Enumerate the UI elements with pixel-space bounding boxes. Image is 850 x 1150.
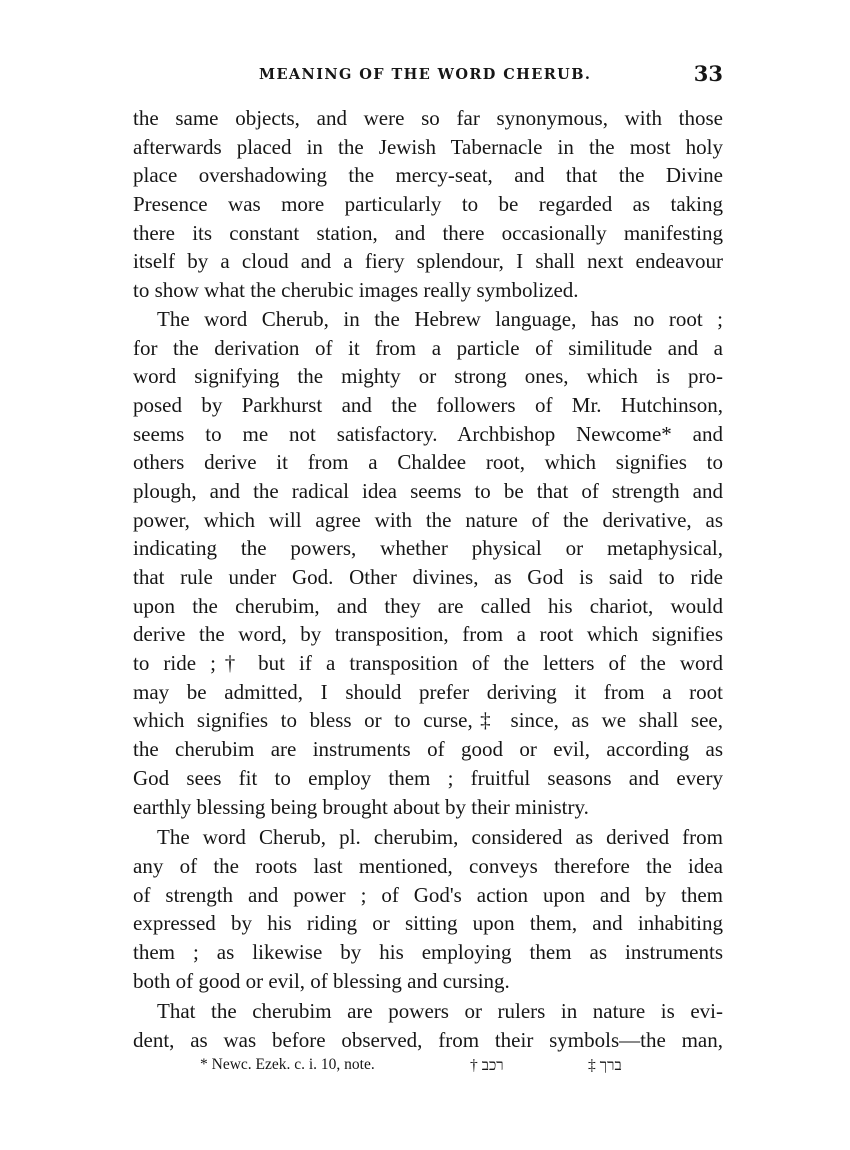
text-line: Presence was more particularly to be regarded as taking (133, 192, 723, 217)
text-line: word signifying the mighty or strong ones, which is pro- (133, 364, 723, 389)
page-number: 33 (693, 61, 723, 86)
text-line: to ride ;† but if a transposition of the letters of the word (133, 651, 723, 676)
text-line: there its constant station, and there occasionally manifesting (133, 220, 723, 245)
text-line: for the derivation of it from a particle of similitude and a (133, 335, 723, 360)
text-line: them ; as likewise by his employing them as instruments (133, 939, 723, 964)
paragraph-start-line: The word Cherub, in the Hebrew language, has no root ; (157, 306, 723, 331)
dagger-mark: † (470, 1057, 478, 1074)
footnote-dagger (470, 1056, 504, 1075)
text-line: afterwards placed in the Jewish Tabernacle in the most holy (133, 134, 723, 159)
text-line: upon the cherubim, and they are called his chariot, would (133, 593, 723, 618)
text-line: may be admitted, I should prefer deriving it from a root (133, 679, 723, 704)
hebrew-word-bless: ברך (599, 1056, 622, 1074)
text-line: posed by Parkhurst and the followers of Mr. Hutchinson, (133, 392, 723, 417)
text-line: God sees fit to employ them ; fruitful seasons and every (133, 765, 723, 790)
paragraph-start-line: That the cherubim are powers or rulers in nature is evi- (157, 999, 723, 1024)
text-line: the cherubim are instruments of good or evil, according as (133, 737, 723, 762)
text-line: earthly blessing being brought about by their ministry. (133, 794, 589, 819)
text-line: expressed by his riding or sitting upon them, and inhabiting (133, 911, 723, 936)
text-line: that rule under God. Other divines, as God is said to ride (133, 565, 723, 589)
text-line: any of the roots last mentioned, conveys therefore the idea (133, 853, 723, 878)
paragraph-start-line: The word Cherub, pl. cherubim, considered as derived from (157, 825, 723, 850)
text-line: derive the word, by transposition, from a root which signifies (133, 622, 723, 647)
text-line: itself by a cloud and a fiery splendour, I shall next endeavour (133, 249, 723, 274)
body-text (133, 104, 723, 1055)
text-line: place overshadowing the mercy-seat, and that the Divine (133, 163, 723, 188)
text-line: to show what the cherubic images really symbolized. (133, 278, 579, 303)
text-line: others derive it from a Chaldee root, which signifies to (133, 450, 723, 475)
text-line: which signifies to bless or to curse,‡ since, as we shall see, (133, 708, 723, 733)
text-line: indicating the powers, whether physical or metaphysical, (133, 536, 723, 561)
text-line: seems to me not satisfactory. Archbishop Newcome* and (133, 421, 723, 446)
running-title: MEANING OF THE WORD CHERUB. (259, 66, 592, 83)
text-line: of strength and power ; of God's action upon and by them (133, 882, 723, 907)
double-dagger-mark: ‡ (588, 1057, 596, 1074)
text-line: plough, and the radical idea seems to be that of strength and (133, 478, 723, 503)
footnote-double-dagger (588, 1056, 622, 1075)
text-line: dent, as was before observed, from their symbols—the man, (133, 1028, 723, 1052)
text-line: power, which will agree with the nature of the derivative, as (133, 507, 723, 532)
hebrew-word-ride: רכב (481, 1056, 504, 1074)
footnotes (200, 1056, 670, 1082)
running-head (133, 60, 733, 90)
text-line: the same objects, and were so far synonymous, with those (133, 106, 723, 130)
footnote-newcome: * Newc. Ezek. c. i. 10, note. (200, 1056, 375, 1073)
text-line: both of good or evil, of blessing and cursing. (133, 968, 510, 993)
